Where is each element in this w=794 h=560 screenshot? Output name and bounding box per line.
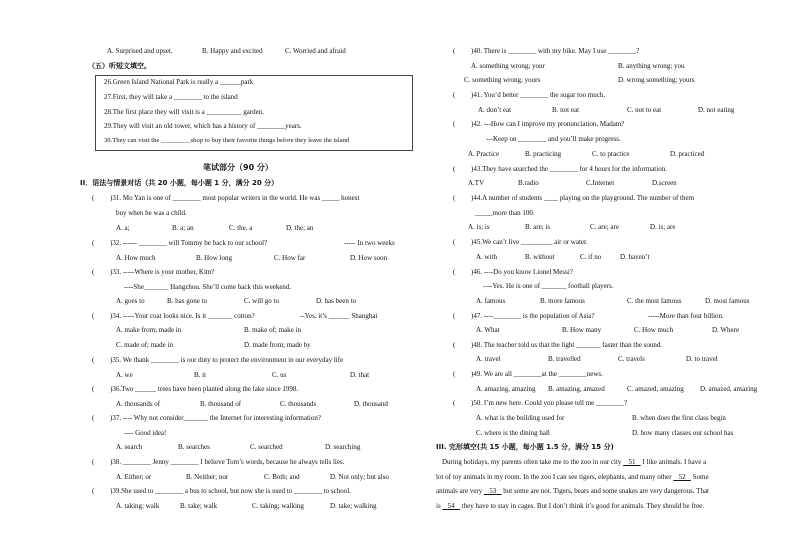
q49-opt-a: A. amazing, amazing [476,385,536,393]
q35-opt-b: B. it [194,371,207,379]
q40-paren: ( [453,47,456,55]
q35-opt-a: A. we [116,371,133,379]
q32-opt-c: C. How far [274,254,306,262]
option-c: C. Worried and afraid [285,47,346,55]
q41-opt-b: B. not eat [552,106,580,114]
q44-opt-c: C. are; are [590,223,619,231]
q48-stem: )48. The teacher told us that the light _______ faster than the sound. [471,341,663,349]
q45-opt-d: D. haven’t [620,253,650,261]
q45-opt-a: A. with [476,253,497,261]
q43-opt-d: D.screen [652,179,677,187]
option-b: B. Happy and excited [202,47,263,55]
q31-paren: ( [92,194,95,202]
passage-line-4: is 54 they have to stay in cages. But I don’t think it’s good for animals. They should be free. [436,502,705,510]
q47-paren: ( [453,312,456,320]
section2-title: II．语法与情景对话（共 20 小题，每小题 1 分，满分 20 分） [80,179,279,187]
q34-opt-d: D. made from; made by [244,341,311,349]
q44-opt-a: A. is; is [468,223,490,231]
q32-opt-d: D. How soon [350,254,388,262]
box-line-26: 26.Green Island National Park is really a ______park [104,78,254,86]
q42-stem-2: ---Keep on ________ and you’ll make progress. [486,135,621,143]
q35-stem: )35. We thank ________ is our duty to protect the environment in our everyday life [110,356,344,364]
box-line-30: 30.They can visit the _________shop to buy their favorite things before they leave the island [104,137,350,144]
q45-paren: ( [453,238,456,246]
q38-opt-b: B. Neither; nor [186,473,229,481]
box-line-29: 29.They will visit an old tower, which has a history of ________years. [104,122,302,130]
q35-paren: ( [92,356,95,364]
q31-opt-b: B. a; an [172,224,194,232]
q32-opt-a: A. How much [116,254,156,262]
passage-line-2: lot of toy animals in my room. In the zoo I can see tigers, elephants, and many other 52 Some [436,473,709,481]
q46-paren: ( [453,268,456,276]
q36-opt-c: C. thousands [280,400,317,408]
q31-opt-d: D. the; an [286,224,314,232]
q43-opt-c: C.Internet [586,179,615,187]
q31-stem: )31. Mo Yan is one of ________ most popular writers in the world. He was _____ honest [110,194,360,202]
q40-opt-c: C. something wrong; yours [464,76,541,84]
q46-stem: )46. ----Do you know Lionel Messi? [471,268,573,276]
q31-stem-2: buy when he was a child. [116,209,187,217]
section3-title: III. 完形填空(共 15 小题，每小题 1.5 分，满分 15 分) [436,443,614,451]
q41-opt-d: D. not eating [698,106,735,114]
q38-opt-a: A. Either; or [116,473,152,481]
q41-opt-a: A. don’t eat [478,106,512,114]
q42-opt-c: C. to practice [592,150,630,158]
q50-opt-b: B. when does the first class begin [632,414,726,422]
q49-opt-d: D. amazed, amazing [700,385,758,393]
q47-answer: -----More than four billion. [648,312,724,320]
q39-opt-d: D. take; walking [330,502,377,510]
q40-opt-d: D. wrong something; yours [618,76,695,84]
q37-opt-a: A. search [116,443,143,451]
q36-opt-a: A. thousands of [116,400,161,408]
q49-stem: )49. We are all ________at the ________news. [471,370,603,378]
q39-opt-a: A. taking; walk [116,502,160,510]
q37-opt-c: C. searched [250,443,283,451]
q36-opt-d: D. thousand [354,400,388,408]
q46-opt-a: A. famous [476,297,506,305]
q33-opt-d: D. has been to [316,297,357,305]
q44-opt-b: B. are; is [525,223,551,231]
q39-opt-c: C. taking; walking [252,502,304,510]
q50-opt-d: D. how many classes our school has [632,429,734,437]
q49-paren: ( [453,370,456,378]
q42-opt-a: A. Practice [468,150,500,158]
q44-paren: ( [453,194,456,202]
q39-stem: )39.She used to ________ a bus to school, but now she is used to ________ to school. [110,487,351,495]
q33-stem-2: ----She_______ Hangzhou. She’ll come back this weekend. [124,283,292,291]
q34-stem: )34. -----Your coat looks nice. Is it _______ cotton? [110,312,255,320]
passage-line-1: During holidays, my parents often take me to the zoo in our city 51 I like animals. I have a [442,458,707,466]
q47-opt-d: D. Where [712,326,740,334]
q46-opt-b: B. more famous [540,297,585,305]
q49-opt-b: B. amazing, amazed [548,385,605,393]
q38-opt-c: C. Both; and [264,473,300,481]
passage-line-3: animals are very 53 but some are not. Tigers, bears and some snakes are very dangerous. That [436,487,710,495]
blank-54: 54 [447,502,455,510]
q39-paren: ( [92,487,95,495]
q35-opt-d: D. that [350,371,370,379]
q39-opt-b: B. take; walk [180,502,218,510]
q50-opt-a: A. what is the building used for [476,414,565,422]
q38-paren: ( [92,458,95,466]
q50-opt-c: C. where is the dining hall [476,429,550,437]
q42-stem: )42. ---How can I improve my pronunciation, Madam? [471,120,625,128]
option-a: A. Surprised and upset. [107,47,173,55]
q33-opt-b: B. has gone to [167,297,208,305]
q32-opt-b: B. How long [196,254,232,262]
q38-stem: )38. ________ Jenny ________ I believe Tom’s words, because he always tells lies. [110,458,345,466]
q43-stem: )43.They have searched the ________ for 4 hours for the information. [471,165,667,173]
q48-paren: ( [453,341,456,349]
q37-stem: )37. ---- Why not consider_______ the Internet for interesting information? [110,414,321,422]
q33-stem: )33. -----Where is your mother, Kim? [110,268,215,276]
q46-opt-d: D. most famous [705,297,750,305]
q46-stem-2: ----Yes. He is one of _______ football players. [483,282,614,290]
q44-opt-d: D. is; are [650,223,676,231]
q33-opt-c: C. will go to [244,297,280,305]
q47-opt-c: C. How much [634,326,674,334]
q36-paren: ( [92,385,95,393]
q45-stem: )45.We can’t live _________ air or water. [471,238,588,246]
q37-opt-d: D. searching [325,443,361,451]
box-line-28: 28.The first place they will visit is a __________ garden. [104,108,264,116]
q34-opt-a: A. make from; made in [116,326,182,334]
q43-opt-b: B.radio [518,179,539,187]
q34-answer: --Yes, it’s ______ Shanghai [300,312,378,320]
q50-stem: )50. I’m new here. Could you please tell me ________? [471,399,628,407]
q41-paren: ( [453,91,456,99]
q33-paren: ( [92,268,95,276]
q47-opt-a: A. What [476,326,500,334]
q48-opt-d: D. to travel [686,355,718,363]
q44-stem: )44.A number of students ____ playing on the playground. The number of them [471,194,695,202]
q42-opt-b: B. practicing [525,150,562,158]
q36-opt-b: B. thousand of [200,400,242,408]
q32-stem: )32. ------ ________ will Tommy be back to our school? [110,239,268,247]
q35-opt-c: C. us [272,371,287,379]
q37-stem-2: ---- Good idea! [124,429,167,437]
q42-opt-d: D. practiced [670,150,705,158]
q46-opt-c: C. the most famous [627,297,682,305]
q45-opt-b: B. without [525,253,555,261]
q40-opt-b: B. anything wrong; you [618,62,685,70]
blank-51: 51 [628,458,636,466]
q43-opt-a: A.TV [468,179,485,187]
written-title: 笔试部分（90 分） [203,163,273,172]
q40-opt-a: A. something wrong; your [471,62,545,70]
q36-stem: )36.Two ______ trees have been planted along the lake since 1998. [110,385,299,393]
q34-opt-c: C. made of; made in [116,341,173,349]
q37-opt-b: B. searches [178,443,210,451]
section5-title: （五）听短文填空。 [88,62,151,70]
q43-paren: ( [453,165,456,173]
q48-opt-b: B. travelled [548,355,581,363]
box-line-27: 27.First, they will take a ________ to the island [104,93,238,101]
q31-opt-c: C. the, a [229,224,253,232]
q32-answer: ----- In two weeks [344,239,395,247]
q32-paren: ( [92,239,95,247]
q45-opt-c: C. if no [580,253,602,261]
blank-53: 53 [489,487,497,495]
q40-stem: )40. There is ________ with my bike. May I use ________? [471,47,640,55]
q34-paren: ( [92,312,95,320]
top-options-row [107,48,407,55]
q41-stem: )41. You’d better ________ the sugar too much. [471,91,606,99]
q49-opt-c: C. amazed, amazing [627,385,684,393]
q50-paren: ( [453,399,456,407]
q44-stem-2: _____more than 100. [475,209,535,217]
q47-opt-b: B. How many [562,326,602,334]
blank-52: 52 [678,473,686,481]
q34-opt-b: B. make of; make in [244,326,301,334]
q48-opt-c: C. travels [618,355,645,363]
q33-opt-a: A. goes to [116,297,145,305]
q42-paren: ( [453,120,456,128]
q48-opt-a: A. travel [476,355,501,363]
q37-paren: ( [92,414,95,422]
q38-opt-d: D. Not only; but also [330,473,389,481]
q31-opt-a: A. a; [116,224,130,232]
q47-stem: )47. ----________ is the population of Asia? [471,312,595,320]
q41-opt-c: C. not to eat [627,106,662,114]
